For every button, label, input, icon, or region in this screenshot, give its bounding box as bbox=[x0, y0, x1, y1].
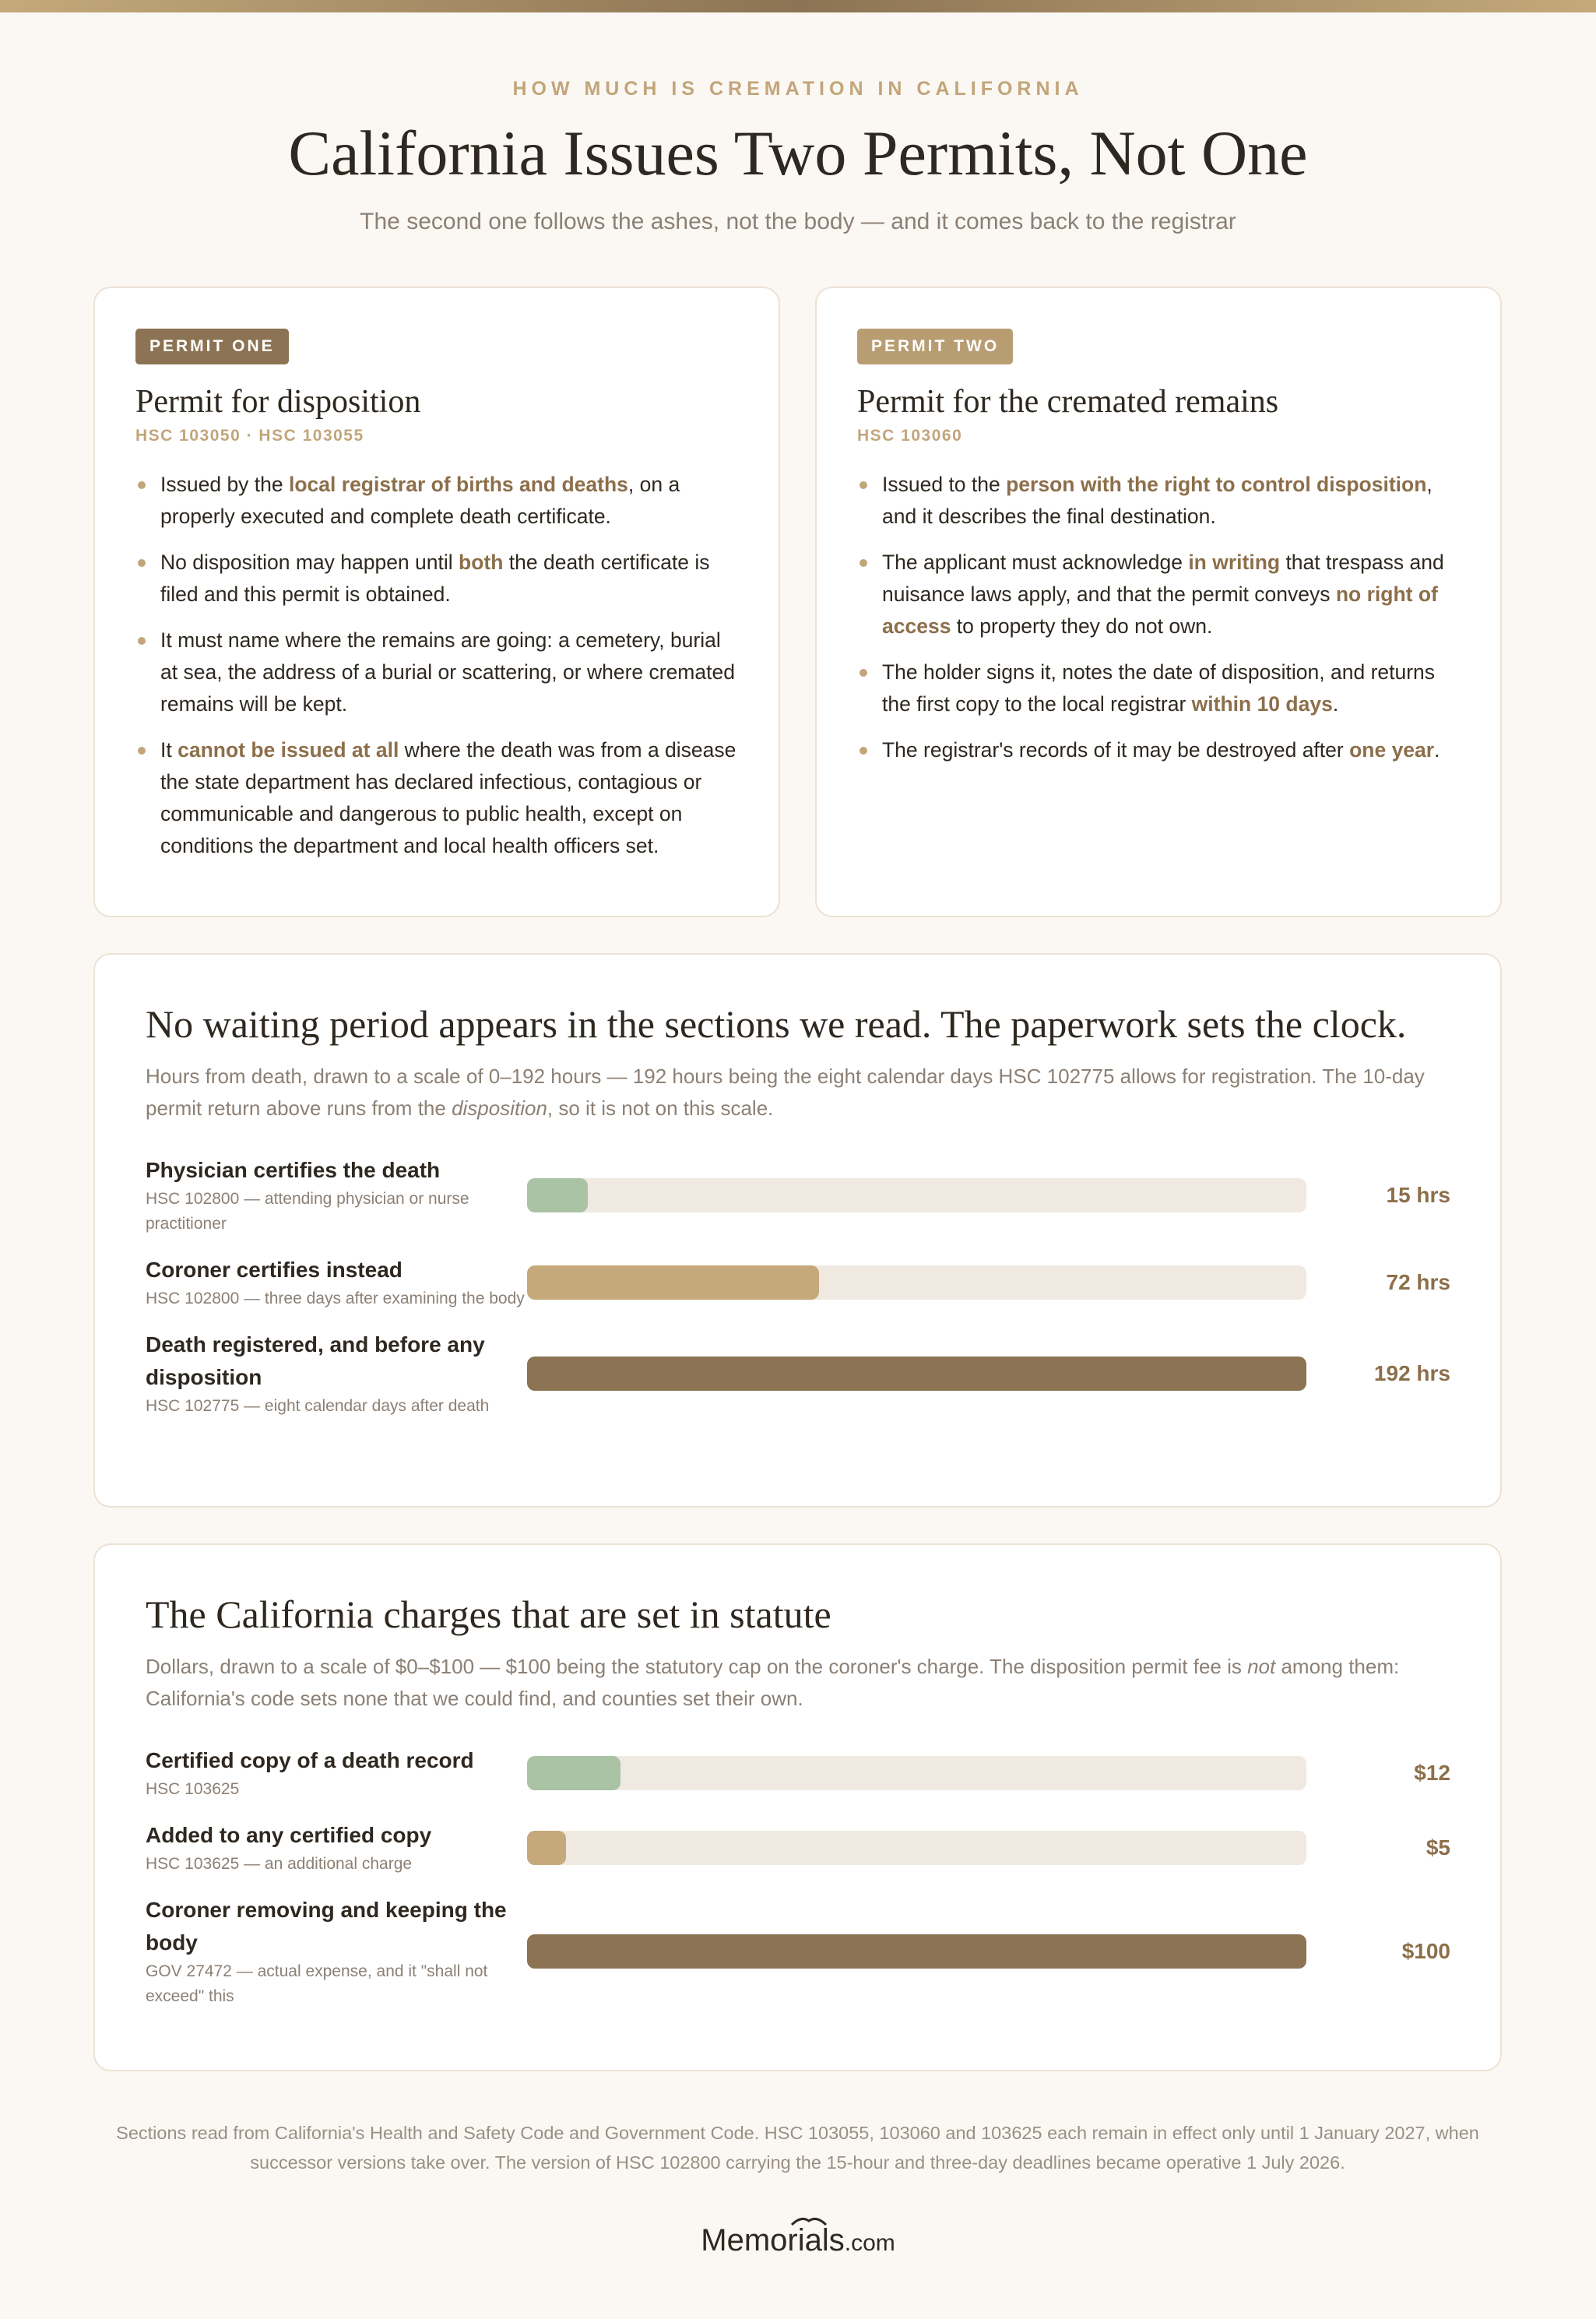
charges-chart-card bbox=[93, 1543, 1502, 2071]
bar-category-label: Physician certifies the death bbox=[146, 1158, 441, 1182]
permit-two-citation: HSC 103060 bbox=[857, 427, 963, 445]
bar bbox=[527, 1756, 620, 1790]
bar-note: HSC 102775 — eight calendar days after death bbox=[146, 1397, 490, 1415]
bar bbox=[527, 1178, 588, 1212]
bar-category-label: Added to any certified copy bbox=[146, 1823, 432, 1847]
bar-note: HSC 102800 — three days after examining the body bbox=[146, 1290, 525, 1307]
bar-value-label: $12 bbox=[1414, 1761, 1450, 1785]
list-item: The registrar's records of it may be destroyed after one year. bbox=[857, 734, 1460, 766]
permit-one-badge: PERMIT ONE bbox=[135, 329, 289, 364]
permit-one-bullets bbox=[135, 469, 738, 862]
bar bbox=[527, 1831, 566, 1865]
timeline-bars bbox=[146, 1154, 1450, 1419]
footnote: Sections read from California's Health and Safety Code and Government Code. HSC 103055, 103060 and 103625 each remain in effect only until 1 January 2027, when successor versions take over. The version of HSC 102800 carrying the 15-hour and three-day deadlines became operative 1 July 2026. bbox=[116, 2123, 1479, 2173]
bar-value-label: $5 bbox=[1426, 1835, 1450, 1860]
bar-track bbox=[527, 1756, 1306, 1790]
bar-category-label: Certified copy of a death record bbox=[146, 1748, 474, 1772]
bar-label bbox=[146, 1154, 527, 1237]
bar-label bbox=[146, 1328, 527, 1419]
timeline-chart-description: Hours from death, drawn to a scale of 0–192 hours — 192 hours being the eight calendar days HSC 102775 allows for registration. The 10-day permit return above runs from the disposition, so it is not on this scale. bbox=[146, 1064, 1425, 1120]
bar bbox=[527, 1934, 1306, 1969]
bar-value-label: 72 hrs bbox=[1386, 1270, 1450, 1294]
bar-row bbox=[146, 1894, 1450, 2009]
bar-note: GOV 27472 — actual expense, and it "shall not exceed" this bbox=[146, 1962, 488, 2005]
charges-chart-title: The California charges that are set in statute bbox=[146, 1592, 831, 1636]
list-item: Issued to the person with the right to control disposition, and it describes the final destination. bbox=[857, 469, 1460, 533]
eyebrow: HOW MUCH IS CREMATION IN CALIFORNIA bbox=[512, 78, 1084, 100]
logo-main: Memorials bbox=[701, 2223, 845, 2257]
bar-row bbox=[146, 1744, 1450, 1802]
logo-suffix: .com bbox=[844, 2230, 895, 2256]
bar-row bbox=[146, 1254, 1450, 1311]
bar-row bbox=[146, 1328, 1450, 1419]
permit-one-citation: HSC 103050 · HSC 103055 bbox=[135, 427, 364, 445]
bar-category-label: Coroner removing and keeping the body bbox=[146, 1898, 507, 1955]
bar-note: HSC 102800 — attending physician or nurse practitioner bbox=[146, 1190, 469, 1233]
bar-label bbox=[146, 1819, 527, 1877]
bar-label bbox=[146, 1744, 527, 1802]
bar-value-label: 15 hrs bbox=[1386, 1183, 1450, 1207]
top-accent-bar bbox=[0, 0, 1596, 12]
permit-two-bullets bbox=[857, 469, 1460, 766]
page-title: California Issues Two Permits, Not One bbox=[288, 118, 1308, 188]
bar-track bbox=[527, 1934, 1306, 1969]
bar bbox=[527, 1357, 1306, 1391]
list-item: It cannot be issued at all where the death was from a disease the state department has declared infectious, contagious or communicable and dangerous to public health, except on conditions the department and local health officers set. bbox=[135, 734, 738, 862]
memorials-logo bbox=[0, 2223, 1596, 2258]
permit-two-badge: PERMIT TWO bbox=[857, 329, 1013, 364]
bar-track bbox=[527, 1178, 1306, 1212]
permit-two-card bbox=[815, 287, 1502, 917]
list-item: The holder signs it, notes the date of disposition, and returns the first copy to the local registrar within 10 days. bbox=[857, 656, 1460, 720]
bar-label bbox=[146, 1894, 527, 2009]
bar-row bbox=[146, 1154, 1450, 1237]
charges-bars bbox=[146, 1744, 1450, 2009]
bar-category-label: Death registered, and before any disposition bbox=[146, 1332, 485, 1389]
bar-value-label: 192 hrs bbox=[1373, 1361, 1450, 1385]
list-item: No disposition may happen until both the death certificate is filed and this permit is obtained. bbox=[135, 547, 738, 611]
logo-swoosh-icon bbox=[790, 2214, 828, 2228]
bar-track bbox=[527, 1357, 1306, 1391]
bar-value-label: $100 bbox=[1401, 1939, 1450, 1963]
list-item: Issued by the local registrar of births and deaths, on a properly executed and complete death certificate. bbox=[135, 469, 738, 533]
bar-note: HSC 103625 — an additional charge bbox=[146, 1855, 413, 1873]
list-item: It must name where the remains are going: a cemetery, burial at sea, the address of a burial or scattering, or where cremated remains will be kept. bbox=[135, 625, 738, 720]
bar-row bbox=[146, 1819, 1450, 1877]
permit-one-card bbox=[93, 287, 780, 917]
permit-two-title: Permit for the cremated remains bbox=[857, 384, 1279, 420]
bar bbox=[527, 1265, 819, 1300]
bar-track bbox=[527, 1265, 1306, 1300]
timeline-chart-title: No waiting period appears in the sections we read. The paperwork sets the clock. bbox=[146, 1002, 1407, 1046]
bar-note: HSC 103625 bbox=[146, 1780, 240, 1798]
page-subtitle: The second one follows the ashes, not the body — and it comes back to the registrar bbox=[360, 209, 1236, 234]
bar-category-label: Coroner certifies instead bbox=[146, 1258, 403, 1282]
bar-label bbox=[146, 1254, 527, 1311]
permit-one-title: Permit for disposition bbox=[135, 384, 421, 420]
list-item: The applicant must acknowledge in writing that trespass and nuisance laws apply, and that the permit conveys no right of access to property they do not own. bbox=[857, 547, 1460, 642]
timeline-chart-card bbox=[93, 953, 1502, 1508]
charges-chart-description: Dollars, drawn to a scale of $0–$100 — $100 being the statutory cap on the coroner's charge. The disposition permit fee is not among them: California's code sets none that we could find, and counties set their own. bbox=[146, 1655, 1400, 1710]
bar-track bbox=[527, 1831, 1306, 1865]
